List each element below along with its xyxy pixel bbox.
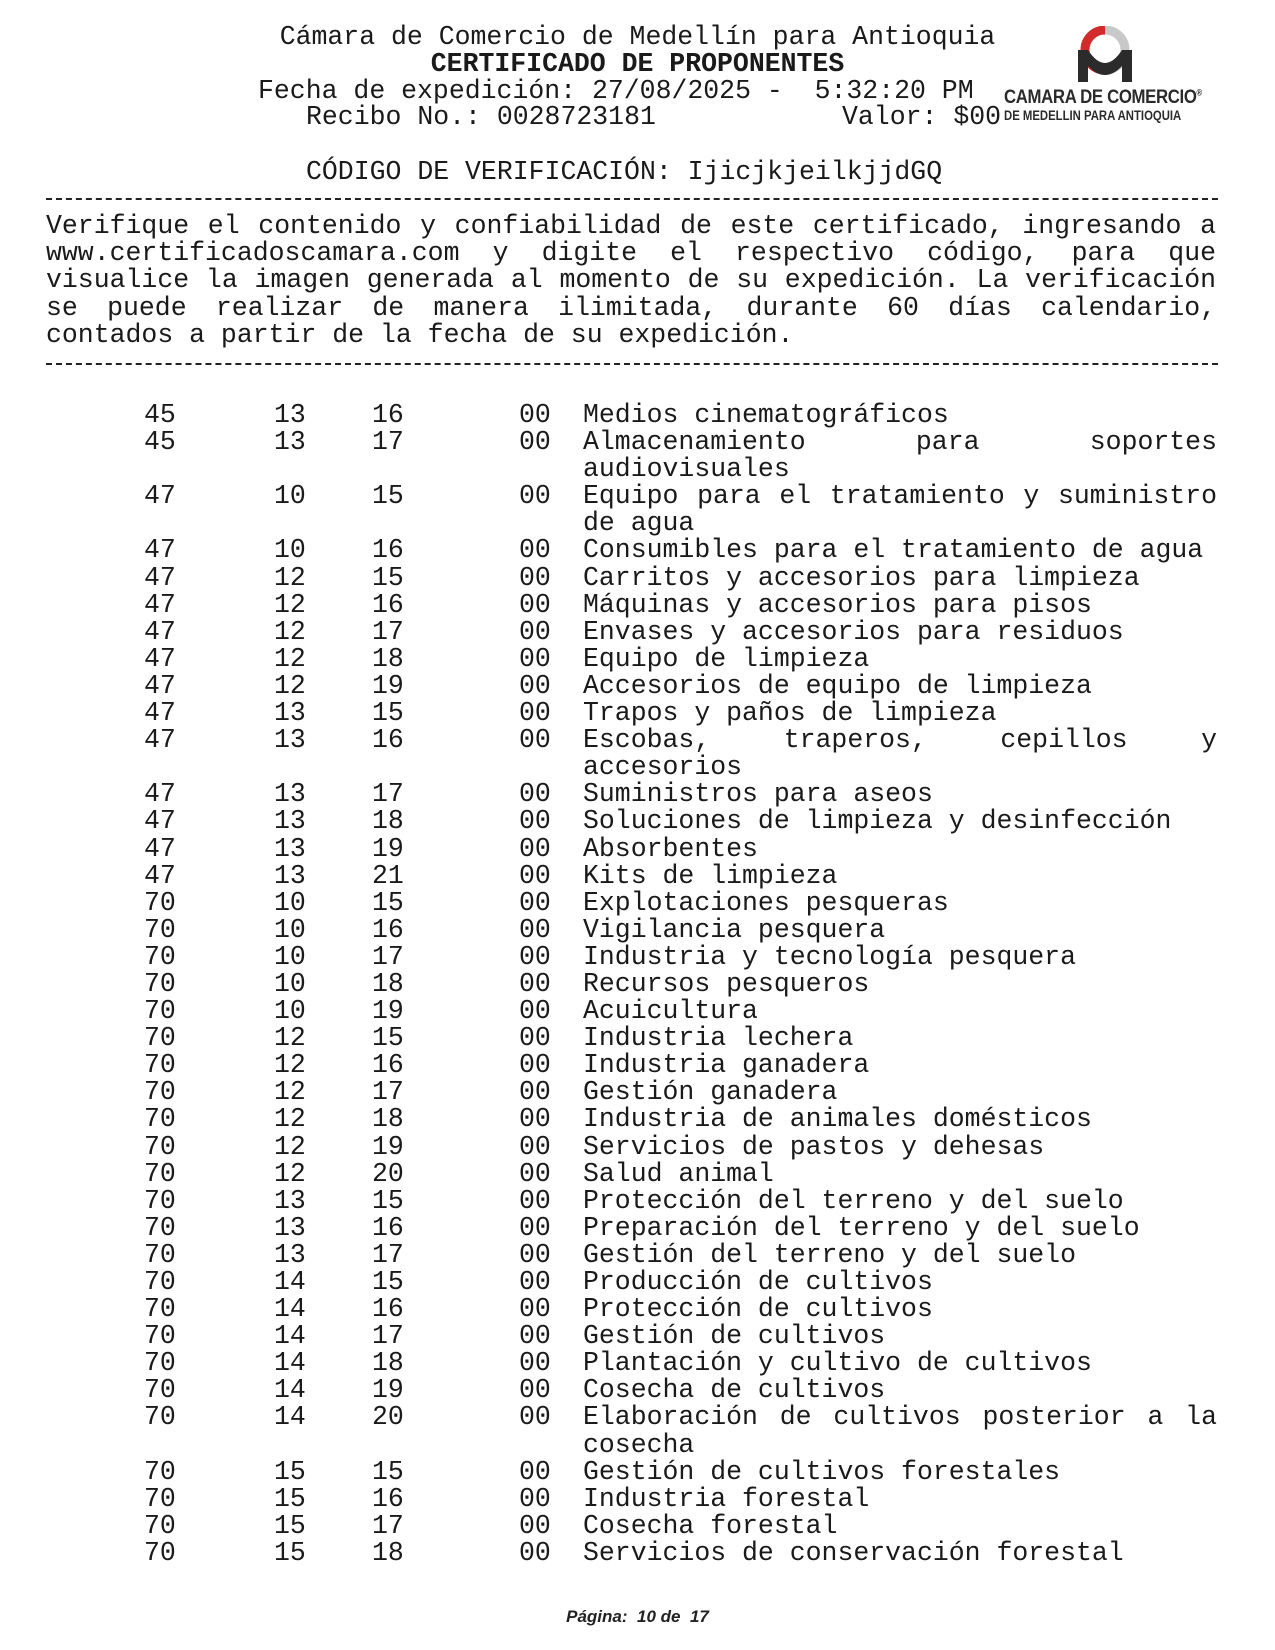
segment-code: 70 <box>144 996 176 1027</box>
page-number: Página: 10 de 17 <box>566 1607 709 1626</box>
table-row <box>0 1131 1275 1162</box>
item-description: Industria forestal <box>583 1483 870 1514</box>
family-code: 12 <box>274 1158 306 1189</box>
product-code: 00 <box>519 1212 551 1243</box>
segment-code: 47 <box>144 562 176 593</box>
family-code: 12 <box>274 670 306 701</box>
family-code: 12 <box>274 589 306 620</box>
item-description: Industria ganadera <box>583 1050 870 1081</box>
family-code: 12 <box>274 1104 306 1135</box>
item-description: Trapos y paños de limpieza <box>583 698 997 729</box>
family-code: 10 <box>274 968 306 999</box>
table-row <box>0 941 1275 972</box>
class-code: 16 <box>372 1483 404 1514</box>
product-code: 00 <box>519 779 551 810</box>
logo-line1: CAMARA DE COMERCIO® <box>1004 86 1202 108</box>
product-code: 00 <box>519 1321 551 1352</box>
class-code: 20 <box>372 1402 404 1433</box>
value-line <box>842 104 1001 131</box>
verification-line <box>306 159 942 186</box>
segment-code: 70 <box>144 914 176 945</box>
institution-name: Cámara de Comercio de Medellín para Antioquia <box>279 22 996 52</box>
item-description: Vigilancia pesquera <box>583 914 886 945</box>
segment-code: 70 <box>144 1483 176 1514</box>
family-code: 12 <box>274 1023 306 1054</box>
segment-code: 70 <box>144 1375 176 1406</box>
receipt-number: 0028723181 <box>496 102 656 132</box>
item-description: Cosecha forestal <box>583 1510 838 1541</box>
family-code: 12 <box>274 1131 306 1162</box>
segment-code: 70 <box>144 1294 176 1325</box>
item-description: Escobas, traperos, cepillos y accesorios <box>583 725 1217 783</box>
family-code: 14 <box>274 1348 306 1379</box>
table-row <box>0 781 1275 808</box>
product-code: 00 <box>519 914 551 945</box>
segment-code: 70 <box>144 1023 176 1054</box>
classification-table <box>0 402 1275 1567</box>
table-row <box>0 402 1275 429</box>
product-code: 00 <box>519 887 551 918</box>
table-row <box>0 1052 1275 1079</box>
family-code: 10 <box>274 914 306 945</box>
product-code: 00 <box>519 1131 551 1162</box>
table-row <box>0 483 1275 537</box>
class-code: 21 <box>372 860 404 891</box>
table-row <box>0 1296 1275 1323</box>
segment-code: 70 <box>144 1131 176 1162</box>
class-code: 17 <box>372 941 404 972</box>
class-code: 17 <box>372 616 404 647</box>
item-description: Plantación y cultivo de cultivos <box>583 1348 1092 1379</box>
product-code: 00 <box>519 400 551 430</box>
product-code: 00 <box>519 535 551 566</box>
item-description: Protección del terreno y del suelo <box>583 1185 1124 1216</box>
segment-code: 70 <box>144 1510 176 1541</box>
family-code: 13 <box>274 1185 306 1216</box>
item-description: Consumibles para el tratamiento de agua <box>583 535 1204 566</box>
product-code: 00 <box>519 968 551 999</box>
segment-code: 47 <box>144 670 176 701</box>
item-description: Absorbentes <box>583 833 758 864</box>
table-row <box>0 1456 1275 1487</box>
class-code: 17 <box>372 1077 404 1108</box>
receipt-label: Recibo No.: <box>306 102 481 132</box>
class-code: 15 <box>372 481 404 512</box>
product-code: 00 <box>519 1023 551 1054</box>
item-description: Gestión ganadera <box>583 1077 838 1108</box>
segment-code: 70 <box>144 1402 176 1433</box>
table-row <box>0 589 1275 620</box>
table-row <box>0 1079 1275 1106</box>
segment-code: 70 <box>144 1239 176 1270</box>
item-description: Cosecha de cultivos <box>583 1375 886 1406</box>
table-row <box>0 1239 1275 1270</box>
family-code: 10 <box>274 481 306 512</box>
class-code: 15 <box>372 1267 404 1297</box>
family-code: 14 <box>274 1375 306 1406</box>
product-code: 00 <box>519 833 551 864</box>
family-code: 15 <box>274 1483 306 1514</box>
class-code: 17 <box>372 779 404 810</box>
class-code: 18 <box>372 1104 404 1135</box>
class-code: 17 <box>372 427 404 458</box>
item-description: Salud animal <box>583 1158 774 1189</box>
table-row <box>0 914 1275 945</box>
segment-code: 47 <box>144 725 176 756</box>
segment-code: 70 <box>144 1185 176 1216</box>
table-row <box>0 1158 1275 1189</box>
table-row <box>0 1185 1275 1216</box>
class-code: 18 <box>372 806 404 837</box>
class-code: 17 <box>372 1321 404 1352</box>
product-code: 00 <box>519 1104 551 1135</box>
class-code: 19 <box>372 670 404 701</box>
class-code: 16 <box>372 589 404 620</box>
segment-code: 47 <box>144 589 176 620</box>
segment-code: 70 <box>144 1050 176 1081</box>
product-code: 00 <box>519 1456 551 1487</box>
product-code: 00 <box>519 1239 551 1270</box>
item-description: Preparación del terreno y del suelo <box>583 1212 1140 1243</box>
item-description: Servicios de conservación forestal <box>583 1537 1124 1568</box>
item-description: Equipo de limpieza <box>583 643 870 674</box>
class-code: 19 <box>372 1131 404 1162</box>
class-code: 16 <box>372 400 404 430</box>
class-code: 18 <box>372 968 404 999</box>
verification-code: IjicjkjeilkjjdGQ <box>687 157 943 187</box>
verification-notice: Verifique el contenido y confiabilidad de este certificado, ingresando a www.certificadoscamara.com y digite el respectivo código, para que visualice la imagen generada al momento de su expedición. La verificación se puede realizar de manera ilimitada, durante 60 días calendario, contados a partir de la fecha de su expedición. <box>46 211 1216 350</box>
table-row <box>0 1510 1275 1541</box>
segment-code: 70 <box>144 1104 176 1135</box>
table-row <box>0 700 1275 727</box>
segment-code: 70 <box>144 1456 176 1487</box>
certificate-title: CERTIFICADO DE PROPONENTES <box>430 49 845 79</box>
segment-code: 47 <box>144 779 176 810</box>
item-description: Suministros para aseos <box>583 779 933 810</box>
item-description: Gestión de cultivos <box>583 1321 886 1352</box>
segment-code: 45 <box>144 400 176 430</box>
family-code: 13 <box>274 833 306 864</box>
product-code: 00 <box>519 1348 551 1379</box>
family-code: 10 <box>274 941 306 972</box>
table-row <box>0 616 1275 647</box>
segment-code: 47 <box>144 698 176 729</box>
table-row <box>0 808 1275 835</box>
class-code: 15 <box>372 698 404 729</box>
family-code: 13 <box>274 779 306 810</box>
table-row <box>0 1212 1275 1243</box>
product-code: 00 <box>519 1185 551 1216</box>
segment-code: 70 <box>144 1267 176 1297</box>
class-code: 20 <box>372 1158 404 1189</box>
table-row <box>0 643 1275 674</box>
class-code: 16 <box>372 535 404 566</box>
issue-date: Fecha de expedición: 27/08/2025 - 5:32:20 PM <box>258 76 974 106</box>
family-code: 15 <box>274 1510 306 1541</box>
segment-code: 47 <box>144 806 176 837</box>
product-code: 00 <box>519 562 551 593</box>
family-code: 14 <box>274 1402 306 1433</box>
segment-code: 70 <box>144 1212 176 1243</box>
product-code: 00 <box>519 1375 551 1406</box>
product-code: 00 <box>519 1294 551 1325</box>
segment-code: 47 <box>144 643 176 674</box>
segment-code: 47 <box>144 616 176 647</box>
item-description: Carritos y accesorios para limpieza <box>583 562 1140 593</box>
segment-code: 70 <box>144 1321 176 1352</box>
class-code: 17 <box>372 1510 404 1541</box>
product-code: 00 <box>519 860 551 891</box>
product-code: 00 <box>519 725 551 756</box>
table-row <box>0 1269 1275 1296</box>
item-description: Kits de limpieza <box>583 860 838 891</box>
class-code: 15 <box>372 1456 404 1487</box>
class-code: 15 <box>372 1185 404 1216</box>
product-code: 00 <box>519 1077 551 1108</box>
table-row <box>0 860 1275 891</box>
segment-code: 70 <box>144 1077 176 1108</box>
table-row <box>0 1537 1275 1568</box>
class-code: 16 <box>372 1050 404 1081</box>
product-code: 00 <box>519 1050 551 1081</box>
family-code: 15 <box>274 1537 306 1568</box>
class-code: 19 <box>372 1375 404 1406</box>
table-row <box>0 1483 1275 1514</box>
family-code: 13 <box>274 427 306 458</box>
product-code: 00 <box>519 1267 551 1297</box>
family-code: 10 <box>274 996 306 1027</box>
product-code: 00 <box>519 481 551 512</box>
verification-label: CÓDIGO DE VERIFICACIÓN: <box>306 157 672 187</box>
item-description: Máquinas y accesorios para pisos <box>583 589 1092 620</box>
table-row <box>0 727 1275 781</box>
family-code: 13 <box>274 400 306 430</box>
segment-code: 70 <box>144 941 176 972</box>
table-row <box>0 1404 1275 1458</box>
product-code: 00 <box>519 806 551 837</box>
family-code: 12 <box>274 616 306 647</box>
divider-top <box>46 198 1218 200</box>
segment-code: 47 <box>144 833 176 864</box>
product-code: 00 <box>519 698 551 729</box>
family-code: 13 <box>274 860 306 891</box>
family-code: 10 <box>274 887 306 918</box>
family-code: 15 <box>274 1456 306 1487</box>
receipt-line <box>306 104 656 131</box>
item-description: Equipo para el tratamiento y suministro de agua <box>583 481 1217 539</box>
product-code: 00 <box>519 643 551 674</box>
table-row <box>0 887 1275 918</box>
class-code: 18 <box>372 1537 404 1568</box>
class-code: 15 <box>372 562 404 593</box>
product-code: 00 <box>519 1158 551 1189</box>
item-description: Recursos pesqueros <box>583 968 870 999</box>
family-code: 14 <box>274 1294 306 1325</box>
class-code: 16 <box>372 914 404 945</box>
family-code: 14 <box>274 1321 306 1352</box>
family-code: 12 <box>274 643 306 674</box>
family-code: 13 <box>274 698 306 729</box>
product-code: 00 <box>519 1510 551 1541</box>
value-label: Valor: <box>842 102 938 132</box>
segment-code: 45 <box>144 427 176 458</box>
class-code: 15 <box>372 1023 404 1054</box>
table-row <box>0 1106 1275 1133</box>
item-description: Industria de animales domésticos <box>583 1104 1092 1135</box>
table-row <box>0 1025 1275 1052</box>
item-description: Acuicultura <box>583 996 758 1027</box>
table-row <box>0 833 1275 864</box>
product-code: 00 <box>519 941 551 972</box>
item-description: Elaboración de cultivos posterior a la cosecha <box>583 1402 1217 1460</box>
item-description: Servicios de pastos y dehesas <box>583 1131 1045 1162</box>
logo-line2: DE MEDELLIN PARA ANTIOQUIA <box>1004 108 1182 123</box>
segment-code: 70 <box>144 968 176 999</box>
item-description: Gestión del terreno y del suelo <box>583 1239 1076 1270</box>
class-code: 16 <box>372 1294 404 1325</box>
family-code: 12 <box>274 1050 306 1081</box>
item-description: Protección de cultivos <box>583 1294 933 1325</box>
item-description: Soluciones de limpieza y desinfección <box>583 806 1172 837</box>
table-row <box>0 998 1275 1025</box>
item-description: Industria lechera <box>583 1023 854 1054</box>
segment-code: 70 <box>144 1158 176 1189</box>
product-code: 00 <box>519 1537 551 1568</box>
item-description: Medios cinematográficos <box>583 400 949 430</box>
product-code: 00 <box>519 616 551 647</box>
segment-code: 70 <box>144 887 176 918</box>
product-code: 00 <box>519 427 551 458</box>
table-row <box>0 1350 1275 1377</box>
segment-code: 47 <box>144 860 176 891</box>
class-code: 18 <box>372 1348 404 1379</box>
class-code: 16 <box>372 1212 404 1243</box>
class-code: 19 <box>372 833 404 864</box>
family-code: 13 <box>274 1239 306 1270</box>
family-code: 12 <box>274 562 306 593</box>
family-code: 13 <box>274 1212 306 1243</box>
class-code: 19 <box>372 996 404 1027</box>
item-description: Producción de cultivos <box>583 1267 933 1297</box>
product-code: 00 <box>519 1483 551 1514</box>
item-description: Explotaciones pesqueras <box>583 887 949 918</box>
product-code: 00 <box>519 589 551 620</box>
item-description: Almacenamiento para soportes audiovisuales <box>583 427 1217 485</box>
product-code: 00 <box>519 1402 551 1433</box>
segment-code: 47 <box>144 481 176 512</box>
item-description: Industria y tecnología pesquera <box>583 941 1076 972</box>
family-code: 13 <box>274 806 306 837</box>
chamber-logo <box>1000 26 1230 126</box>
class-code: 15 <box>372 887 404 918</box>
family-code: 12 <box>274 1077 306 1108</box>
family-code: 13 <box>274 725 306 756</box>
table-row <box>0 562 1275 593</box>
segment-code: 70 <box>144 1348 176 1379</box>
class-code: 16 <box>372 725 404 756</box>
class-code: 17 <box>372 1239 404 1270</box>
item-description: Accesorios de equipo de limpieza <box>583 670 1092 701</box>
segment-code: 47 <box>144 535 176 566</box>
divider-bottom <box>46 363 1218 365</box>
table-row <box>0 670 1275 701</box>
table-row <box>0 1377 1275 1404</box>
value-amount: $00 <box>953 102 1002 132</box>
table-row <box>0 1323 1275 1350</box>
chamber-logo-icon <box>1070 26 1140 86</box>
table-row <box>0 537 1275 564</box>
product-code: 00 <box>519 996 551 1027</box>
product-code: 00 <box>519 670 551 701</box>
family-code: 10 <box>274 535 306 566</box>
family-code: 14 <box>274 1267 306 1297</box>
table-row <box>0 968 1275 999</box>
item-description: Envases y accesorios para residuos <box>583 616 1124 647</box>
table-row <box>0 429 1275 483</box>
segment-code: 70 <box>144 1537 176 1568</box>
item-description: Gestión de cultivos forestales <box>583 1456 1061 1487</box>
class-code: 18 <box>372 643 404 674</box>
